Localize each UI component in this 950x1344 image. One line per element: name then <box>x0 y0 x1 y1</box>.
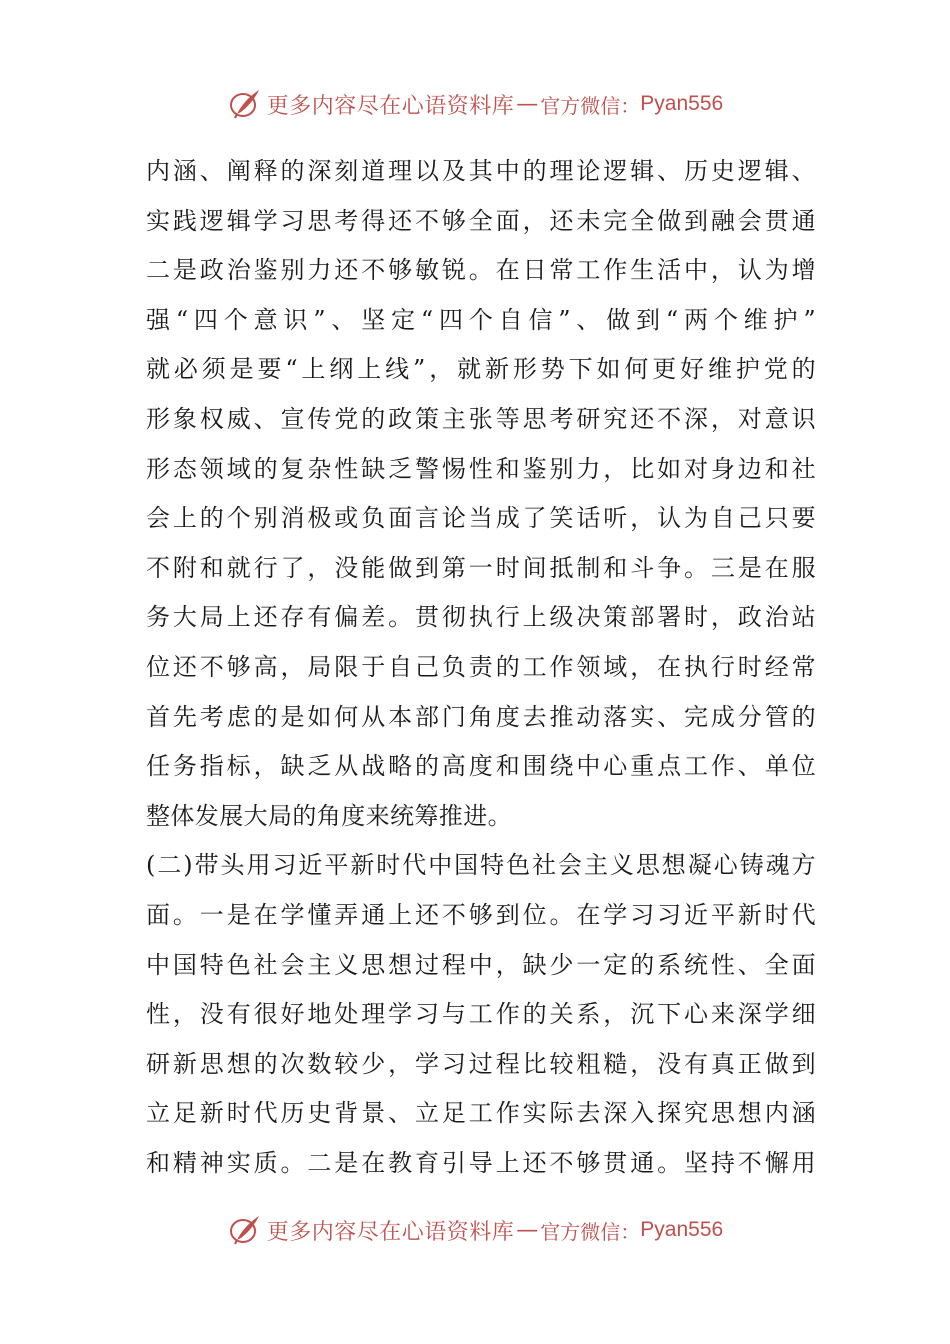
banner-brand: 更多内容尽在心语资料库 <box>266 93 515 119</box>
banner-separator: — <box>516 1217 539 1243</box>
section-heading-line: (二)带头用习近平新时代中国特色社会主义思想凝心铸魂方 <box>146 851 816 880</box>
text-line: 二是政治鉴别力还不够敏锐。在日常工作生活中，认为增 <box>146 256 816 285</box>
text-line: 和精神实质。二是在教育引导上还不够贯通。坚持不懈用 <box>146 1148 816 1177</box>
text-line: 形象权威、宣传党的政策主张等思考研究还不深，对意识 <box>146 404 816 433</box>
text-line: 中国特色社会主义思想过程中，缺少一定的系统性、全面 <box>146 950 816 979</box>
banner-brand: 更多内容尽在心语资料库 <box>266 1219 515 1245</box>
text-line: 就必须是要“上纲上线”，就新形势下如何更好维护党的 <box>146 355 816 384</box>
text-line: 立足新时代历史背景、立足工作实际去深入探究思想内涵 <box>146 1099 816 1128</box>
document-body <box>146 147 816 1188</box>
text-line: 面。一是在学懂弄通上还不够到位。在学习习近平新时代 <box>146 900 816 929</box>
text-line: 位还不够高，局限于自己负责的工作领域，在执行时经常 <box>146 652 816 681</box>
text-line: 整体发展大局的角度来统筹推进。 <box>146 801 512 830</box>
text-line: 性，没有很好地处理学习与工作的关系，沉下心来深学细 <box>146 1000 816 1029</box>
banner-handle: Pyan556 <box>640 92 724 115</box>
banner-wechat-label: 官方微信： <box>540 93 641 118</box>
text-line: 内涵、阐释的深刻道理以及其中的理论逻辑、历史逻辑、 <box>146 157 816 185</box>
text-line: 形态领域的复杂性缺乏警惕性和鉴别力，比如对身边和社 <box>146 454 816 483</box>
quill-pen-icon <box>227 1212 263 1248</box>
text-line: 不附和就行了，没能做到第一时间抵制和斗争。三是在服 <box>146 553 816 582</box>
text-line: 任务指标，缺乏从战略的高度和围绕中心重点工作、单位 <box>146 752 816 781</box>
text-line: 务大局上还存有偏差。贯彻执行上级决策部署时，政治站 <box>146 603 816 632</box>
footer-banner <box>0 1208 950 1252</box>
banner-separator: — <box>516 91 539 117</box>
banner-handle: Pyan556 <box>640 1218 724 1241</box>
text-line: 实践逻辑学习思考得还不够全面，还未完全做到融会贯通 <box>146 206 816 235</box>
text-line: 首先考虑的是如何从本部门角度去推动落实、完成分管的 <box>146 702 816 731</box>
text-line: 强“四个意识”、坚定“四个自信”、做到“两个维护” <box>146 305 816 334</box>
header-banner <box>0 82 950 126</box>
banner-wechat-label: 官方微信： <box>540 1219 641 1244</box>
text-line: 会上的个别消极或负面言论当成了笑话听，认为自己只要 <box>146 504 816 533</box>
text-line: 研新思想的次数较少，学习过程比较粗糙，没有真正做到 <box>146 1049 816 1078</box>
quill-pen-icon <box>227 86 263 122</box>
